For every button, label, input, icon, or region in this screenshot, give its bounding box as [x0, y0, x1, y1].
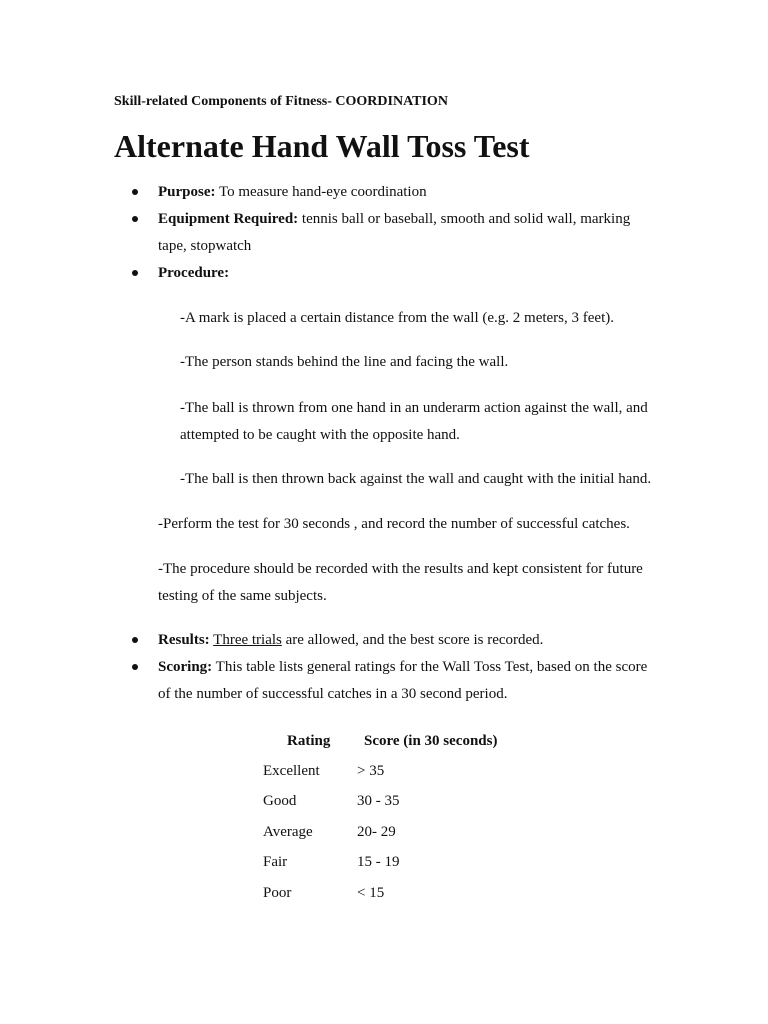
procedure-step-3: -The ball is thrown from one hand in an underarm action against the wall, and: [180, 400, 648, 416]
table-cell-score: 30 - 35: [357, 793, 400, 809]
scoring-text-continued: of the number of successful catches in a 30 second period.: [158, 686, 508, 702]
bullet-results: [132, 637, 138, 643]
table-cell-score: 20- 29: [357, 824, 396, 840]
table-cell-rating: Excellent: [263, 763, 320, 779]
table-cell-score: > 35: [357, 763, 385, 779]
procedure-note-2: -The procedure should be recorded with the results and kept consistent for future: [158, 561, 643, 577]
results-item: [158, 631, 543, 649]
procedure-step-3-continued: attempted to be caught with the opposite hand.: [180, 427, 460, 443]
table-cell-rating: Poor: [263, 885, 292, 901]
purpose-text: To measure hand-eye coordination: [215, 184, 427, 200]
purpose-label: Purpose:: [158, 184, 216, 200]
equipment-text: tennis ball or baseball, smooth and solid wall, marking: [298, 211, 631, 227]
procedure-step-1: -A mark is placed a certain distance from the wall (e.g. 2 meters, 3 feet).: [180, 310, 614, 326]
equipment-label: Equipment Required:: [158, 211, 299, 227]
scoring-text: This table lists general ratings for the Wall Toss Test, based on the score: [212, 659, 648, 675]
bullet-procedure: [132, 270, 138, 276]
scoring-item: [158, 658, 647, 676]
scoring-label: Scoring:: [158, 659, 213, 675]
table-cell-rating: Average: [263, 824, 313, 840]
procedure-step-2: -The person stands behind the line and facing the wall.: [180, 354, 509, 370]
results-underlined-text: Three trials: [213, 632, 282, 648]
results-label: Results:: [158, 632, 210, 648]
table-header-score: Score (in 30 seconds): [364, 733, 498, 749]
bullet-equipment: [132, 216, 138, 222]
document-subtitle: Skill-related Components of Fitness- COORDINATION: [114, 94, 448, 109]
table-header-rating: Rating: [287, 733, 331, 749]
table-cell-rating: Fair: [263, 854, 288, 870]
purpose-item: [158, 183, 427, 201]
document-title: Alternate Hand Wall Toss Test: [114, 128, 530, 164]
table-cell-score: < 15: [357, 885, 385, 901]
procedure-note-1: -Perform the test for 30 seconds , and record the number of successful catches.: [158, 516, 630, 532]
equipment-item: [158, 210, 630, 228]
bullet-scoring: [132, 664, 138, 670]
equipment-text-continued: tape, stopwatch: [158, 238, 252, 254]
table-cell-rating: Good: [263, 793, 297, 809]
table-cell-score: 15 - 19: [357, 854, 400, 870]
results-text: are allowed, and the best score is recorded.: [281, 632, 544, 648]
procedure-note-2-continued: testing of the same subjects.: [158, 588, 327, 604]
procedure-step-4: -The ball is then thrown back against the wall and caught with the initial hand.: [180, 471, 652, 487]
bullet-purpose: [132, 189, 138, 195]
procedure-label: Procedure:: [158, 265, 230, 281]
